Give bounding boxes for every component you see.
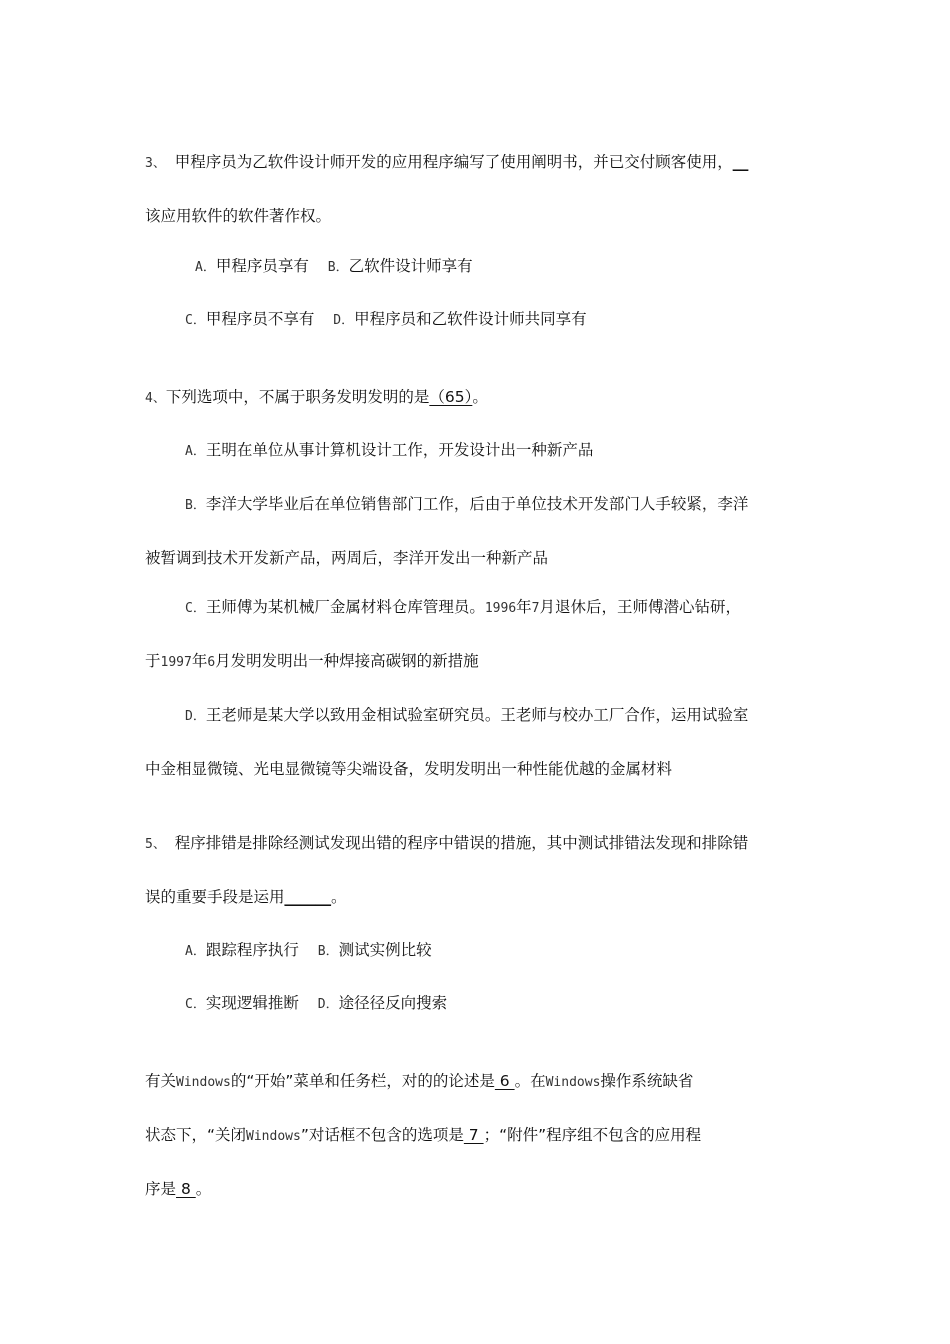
q3-option-d-text: 甲程序员和乙软件设计师共同享有 bbox=[354, 310, 587, 328]
q3-option-b-text: 乙软件设计师享有 bbox=[348, 257, 473, 275]
q4-option-c-year1: 1996 bbox=[484, 601, 517, 616]
q4-stem: 下列选项中，不属于职务发明发明的是 bbox=[165, 388, 430, 406]
q4-option-b-letter: B． bbox=[185, 498, 206, 513]
q6-line1 bbox=[145, 1070, 950, 1094]
q5-stem-cont: 误的重要手段是运用 bbox=[145, 888, 285, 906]
q4-option-d-cont: 中金相显微镜、光电显微镜等尖端设备，发明发明出一种性能优越的金属材料 bbox=[145, 760, 673, 778]
q6-text7: ；“附件”程序组不包含的应用程 bbox=[483, 1126, 702, 1144]
q3-line2: 该应用软件的软件著作权。 bbox=[145, 207, 332, 225]
q5-option-b-letter: B． bbox=[317, 944, 339, 959]
q5-line1 bbox=[145, 832, 950, 856]
q4-number: 4、 bbox=[145, 391, 166, 406]
q4-option-c-text1: 王师傅为某机械厂金属材料仓库管理员。 bbox=[205, 598, 485, 616]
q5-option-row-ab bbox=[185, 939, 950, 963]
q4-option-c-text3: 月退休后，王师傅潜心钻研， bbox=[539, 598, 742, 616]
q4-option-b bbox=[185, 493, 950, 517]
q6-windows-1: Windows bbox=[176, 1075, 231, 1090]
q3-option-a-text: 甲程序员享有 bbox=[215, 257, 309, 275]
q3-option-row-cd bbox=[185, 308, 950, 332]
q6-text3: 。在 bbox=[514, 1072, 546, 1090]
q4-option-c-text2: 年 bbox=[516, 598, 532, 616]
q6-blank-7: 7 bbox=[463, 1126, 484, 1144]
q3-option-c-letter: C． bbox=[185, 313, 206, 328]
q4-option-c-cont3: 月发明发明出一种焊接高碳钢的新措施 bbox=[215, 652, 479, 670]
q6-windows-3: Windows bbox=[246, 1129, 301, 1144]
q4-stem-line bbox=[145, 386, 950, 410]
q4-option-d-letter: D． bbox=[185, 709, 206, 724]
q4-option-b-cont: 被暂调到技术开发新产品，两周后，李洋开发出一种新产品 bbox=[145, 549, 549, 567]
q6-text9: 。 bbox=[195, 1180, 212, 1198]
q4-option-c-cont1: 于 bbox=[145, 652, 161, 670]
q4-option-a-letter: A． bbox=[185, 444, 206, 459]
q5-option-a-letter: A． bbox=[185, 944, 206, 959]
q4-option-a-text: 王明在单位从事计算机设计工作，开发设计出一种新产品 bbox=[205, 441, 594, 459]
q3-option-row-ab bbox=[195, 255, 950, 279]
q6-windows-2: Windows bbox=[545, 1075, 601, 1090]
q4-option-d-text: 王老师是某大学以致用金相试验室研究员。王老师与校办工厂合作，运用试验室 bbox=[205, 706, 749, 724]
q6-text5: 状态下，“关闭 bbox=[145, 1126, 247, 1144]
q5-end: 。 bbox=[331, 888, 347, 906]
q4-end: 。 bbox=[472, 388, 488, 406]
q5-option-d-letter: D． bbox=[317, 997, 339, 1012]
q3-option-c-text: 甲程序员不享有 bbox=[205, 310, 315, 328]
q5-stem: 程序排错是排除经测试发现出错的程序中错误的措施，其中测试排错法发现和排除错 bbox=[174, 834, 749, 852]
q6-text8: 序是 bbox=[145, 1180, 177, 1198]
q3-option-d-letter: D． bbox=[333, 313, 355, 328]
q6-text6: ”对话框不包含的选项是 bbox=[300, 1126, 464, 1144]
q6-text2: 的“开始”菜单和任务栏，对的的论述是 bbox=[230, 1072, 495, 1090]
q3-blank: __ bbox=[732, 153, 749, 171]
q6-text1: 有关 bbox=[145, 1072, 177, 1090]
q4-option-c-cont bbox=[145, 650, 950, 674]
q5-number: 5、 bbox=[145, 837, 166, 852]
q5-option-b-text: 测试实例比较 bbox=[338, 941, 432, 959]
q4-option-c-year2: 1997 bbox=[160, 655, 192, 670]
q4-option-c-letter: C． bbox=[185, 601, 206, 616]
q3-stem: 甲程序员为乙软件设计师开发的应用程序编写了使用阐明书，并已交付顾客使用， bbox=[174, 153, 733, 171]
q4-option-b-text: 李洋大学毕业后在单位销售部门工作，后由于单位技术开发部门人手较紧，李洋 bbox=[205, 495, 749, 513]
q5-option-row-cd bbox=[185, 992, 950, 1016]
q5-option-c-text: 实现逻辑推断 bbox=[205, 994, 299, 1012]
q4-option-c-month2: 6 bbox=[207, 655, 216, 670]
q6-line2 bbox=[145, 1124, 950, 1148]
q3-option-b-letter: B． bbox=[327, 260, 349, 275]
q3-number: 3、 bbox=[145, 156, 166, 171]
q4-blank: （65） bbox=[429, 388, 473, 406]
q4-option-c-cont2: 年 bbox=[191, 652, 208, 670]
q4-option-d bbox=[185, 704, 950, 728]
q4-option-c-month1: 7 bbox=[531, 601, 540, 616]
q3-line1 bbox=[145, 151, 950, 175]
q6-blank-8: 8 bbox=[176, 1180, 196, 1198]
q5-line2 bbox=[145, 886, 950, 908]
q5-blank: ______ bbox=[284, 888, 332, 906]
q6-blank-6: 6 bbox=[494, 1072, 515, 1090]
q4-option-a bbox=[185, 439, 950, 463]
q6-line3 bbox=[145, 1178, 950, 1200]
q5-option-a-text: 跟踪程序执行 bbox=[205, 941, 299, 959]
q5-option-d-text: 途径径反向搜索 bbox=[338, 994, 448, 1012]
q6-text4: 操作系统缺省 bbox=[600, 1072, 694, 1090]
q5-option-c-letter: C． bbox=[185, 997, 206, 1012]
q4-option-c bbox=[185, 596, 950, 620]
q3-option-a-letter: A． bbox=[195, 260, 216, 275]
